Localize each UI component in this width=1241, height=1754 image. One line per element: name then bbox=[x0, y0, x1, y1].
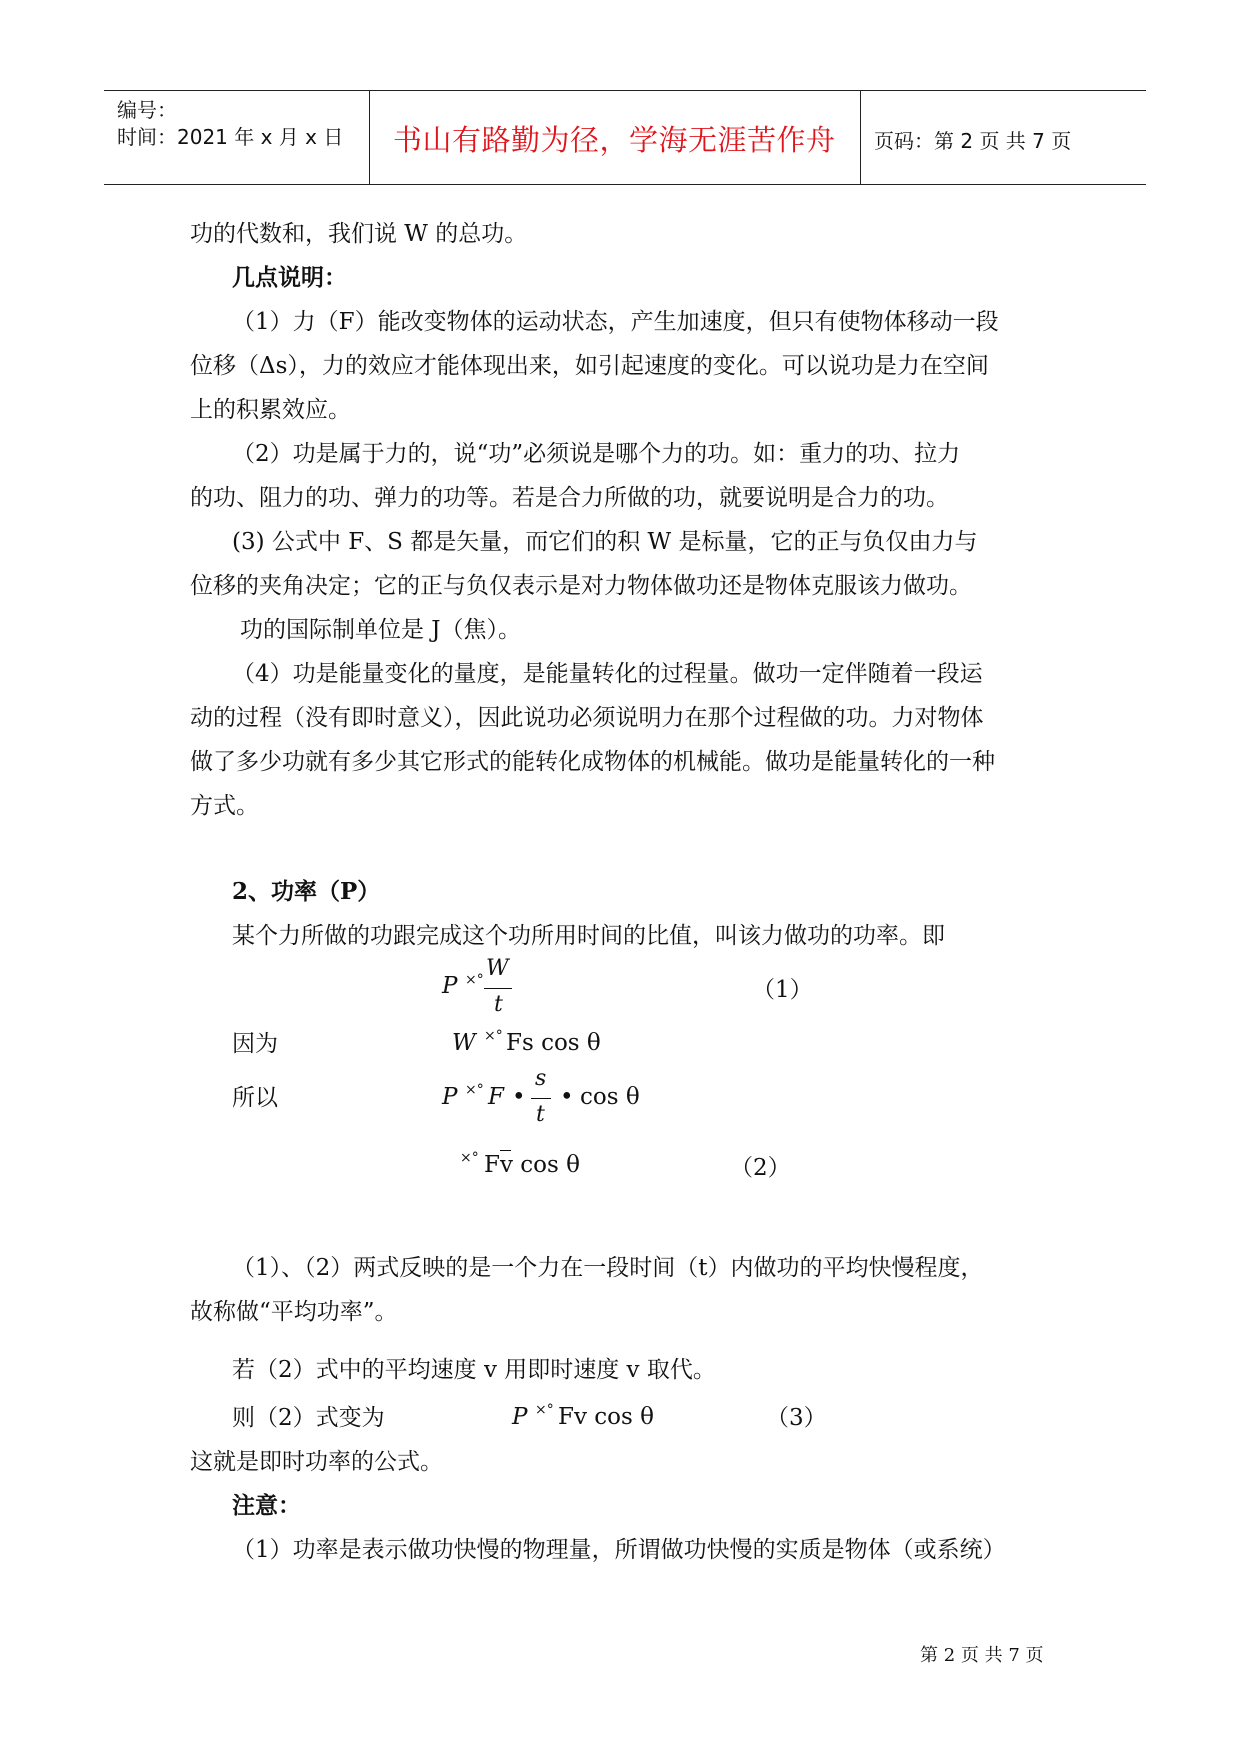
section-2-title: 2、功率（P） bbox=[232, 878, 381, 905]
note1-line2: 位移（Δs），力的效应才能体现出来，如引起速度的变化。可以说功是力在空间 bbox=[190, 353, 989, 379]
note3-line2: 位移的夹角决定；它的正与负仅表示是对力物体做功还是物体克服该力做功。 bbox=[190, 573, 972, 599]
note2-line1: （2）功是属于力的，说“功”必须说是哪个力的功。如：重力的功、拉力 bbox=[232, 441, 961, 467]
unit-line: 功的国际制单位是 J（焦）。 bbox=[240, 617, 522, 643]
note1-line3: 上的积累效应。 bbox=[190, 397, 351, 423]
header-bottom-rule bbox=[104, 184, 1146, 185]
becomes-label: 则（2）式变为 bbox=[232, 1405, 385, 1431]
note3-line1: (3) 公式中 F、S 都是矢量，而它们的积 W 是标量，它的正与负仅由力与 bbox=[232, 529, 978, 555]
power-definition: 某个力所做的功跟完成这个功所用时间的比值，叫该力做功的功率。即 bbox=[232, 923, 945, 949]
footer-page-number: 第 2 页 共 7 页 bbox=[920, 1645, 1044, 1666]
note4-line2: 动的过程（没有即时意义），因此说功必须说明力在那个过程做的功。力对物体 bbox=[190, 705, 984, 731]
therefore-label: 所以 bbox=[232, 1085, 278, 1111]
notes-title: 几点说明： bbox=[232, 264, 347, 291]
formula-1-number: （1） bbox=[752, 977, 813, 1003]
header-divider-right bbox=[860, 90, 861, 184]
note4-line3: 做了多少功就有多少其它形式的能转化成物体的机械能。做功是能量转化的一种 bbox=[190, 749, 995, 775]
header-page: 页码：第 2 页 共 7 页 bbox=[874, 129, 1072, 153]
header-serial: 编号： bbox=[117, 98, 177, 122]
header-time: 时间：2021 年 x 月 x 日 bbox=[117, 125, 344, 149]
instant-power-line: 这就是即时功率的公式。 bbox=[190, 1449, 443, 1475]
formula-3-number: （3） bbox=[766, 1405, 827, 1431]
average-power-line2: 故称做“平均功率”。 bbox=[190, 1299, 398, 1325]
header-motto: 书山有路勤为径，学海无涯苦作舟 bbox=[393, 123, 836, 157]
attention-title: 注意： bbox=[232, 1492, 301, 1519]
note4-line4: 方式。 bbox=[190, 793, 259, 819]
body-line-1: 功的代数和，我们说 W 的总功。 bbox=[190, 221, 528, 247]
average-power-line1: （1）、（2）两式反映的是一个力在一段时间（t）内做功的平均快慢程度， bbox=[232, 1255, 984, 1281]
replace-line: 若（2）式中的平均速度 v 用即时速度 v 取代。 bbox=[232, 1357, 716, 1383]
header-divider-left bbox=[369, 90, 370, 184]
because-label: 因为 bbox=[232, 1031, 278, 1057]
note1-line1: （1）力（F）能改变物体的运动状态，产生加速度，但只有使物体移动一段 bbox=[232, 309, 999, 335]
header-top-rule bbox=[104, 90, 1146, 91]
note4-line1: （4）功是能量变化的量度，是能量转化的过程量。做功一定伴随着一段运 bbox=[232, 661, 983, 687]
attention-1: （1）功率是表示做功快慢的物理量，所谓做功快慢的实质是物体（或系统） bbox=[232, 1537, 1006, 1563]
formula-2-number: （2） bbox=[730, 1155, 791, 1181]
note2-line2: 的功、阻力的功、弹力的功等。若是合力所做的功，就要说明是合力的功。 bbox=[190, 485, 949, 511]
